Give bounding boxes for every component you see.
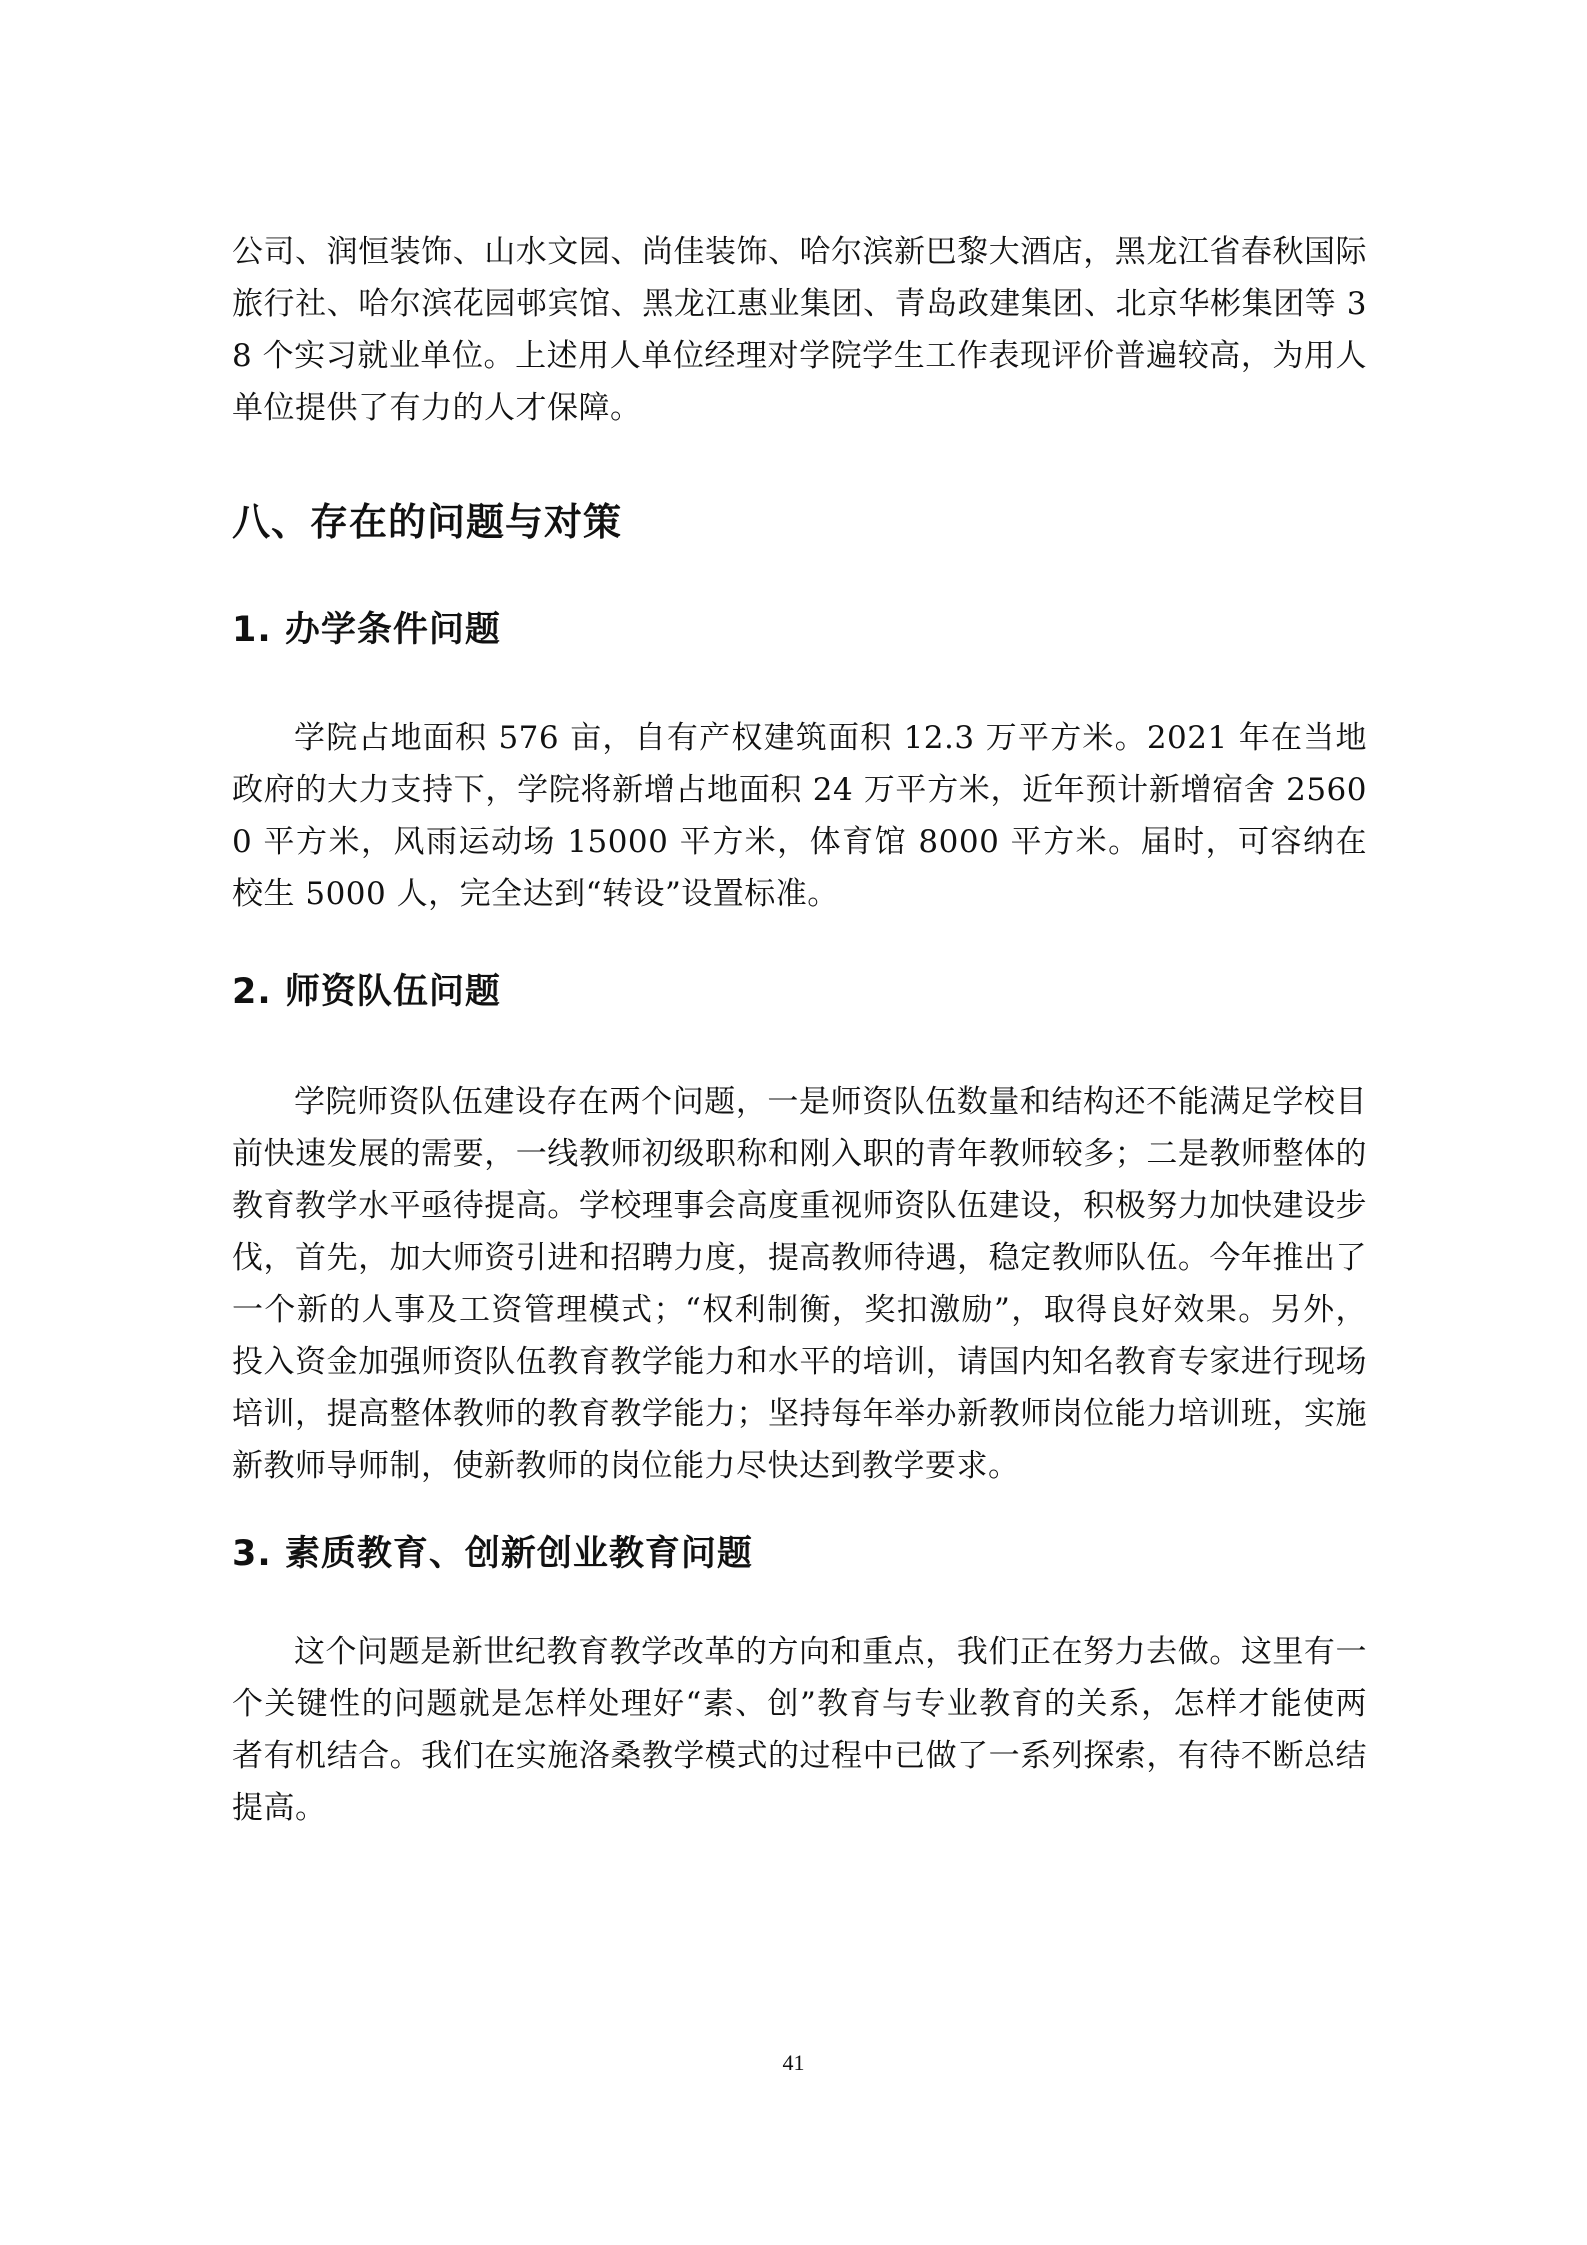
subsection-title-1: 1. 办学条件问题 — [232, 610, 501, 650]
subsection-body-3: 这个问题是新世纪教育教学改革的方向和重点，我们正在努力去做。这里有一个关键性的问题就是怎样处理好“素、创”教育与专业教育的关系，怎样才能使两者有机结合。我们在实施洛桑教学模式的过程中已做了一系列探索，有待不断总结提高。 — [232, 1634, 1367, 1826]
continuation-paragraph: 公司、润恒装饰、山水文园、尚佳装饰、哈尔滨新巴黎大酒店，黑龙江省春秋国际旅行社、哈尔滨花园邨宾馆、黑龙江惠业集团、青岛政建集团、北京华彬集团等 38 个实习就业单位。上述用人单位经理对学院学生工作表现评价普遍较高，为用人单位提供了有力的人才保障。 — [232, 234, 1367, 426]
subsection-body-2: 学院师资队伍建设存在两个问题，一是师资队伍数量和结构还不能满足学校目前快速发展的需要，一线教师初级职称和刚入职的青年教师较多；二是教师整体的教育教学水平亟待提高。学校理事会高度重视师资队伍建设，积极努力加快建设步伐，首先，加大师资引进和招聘力度，提高教师待遇，稳定教师队伍。今年推出了一个新的人事及工资管理模式；“权利制衡，奖扣激励”，取得良好效果。另外，投入资金加强师资队伍教育教学能力和水平的培训，请国内知名教育专家进行现场培训，提高整体教师的教育教学能力；坚持每年举办新教师岗位能力培训班，实施新教师导师制，使新教师的岗位能力尽快达到教学要求。 — [232, 1084, 1367, 1484]
subsection-title-3: 3. 素质教育、创新创业教育问题 — [232, 1534, 753, 1574]
page-content — [232, 226, 1367, 1834]
subsection-body-1: 学院占地面积 576 亩，自有产权建筑面积 12.3 万平方米。2021 年在当地政府的大力支持下，学院将新增占地面积 24 万平方米，近年预计新增宿舍 25600 平方米，风雨运动场 15000 平方米，体育馆 8000 平方米。届时，可容纳在校生 5000 人，完全达到“转设”设置标准。 — [232, 720, 1367, 912]
subsection-title-2: 2. 师资队伍问题 — [232, 972, 501, 1012]
page-number: 41 — [782, 2050, 805, 2075]
section-title: 八、存在的问题与对策 — [232, 500, 623, 544]
